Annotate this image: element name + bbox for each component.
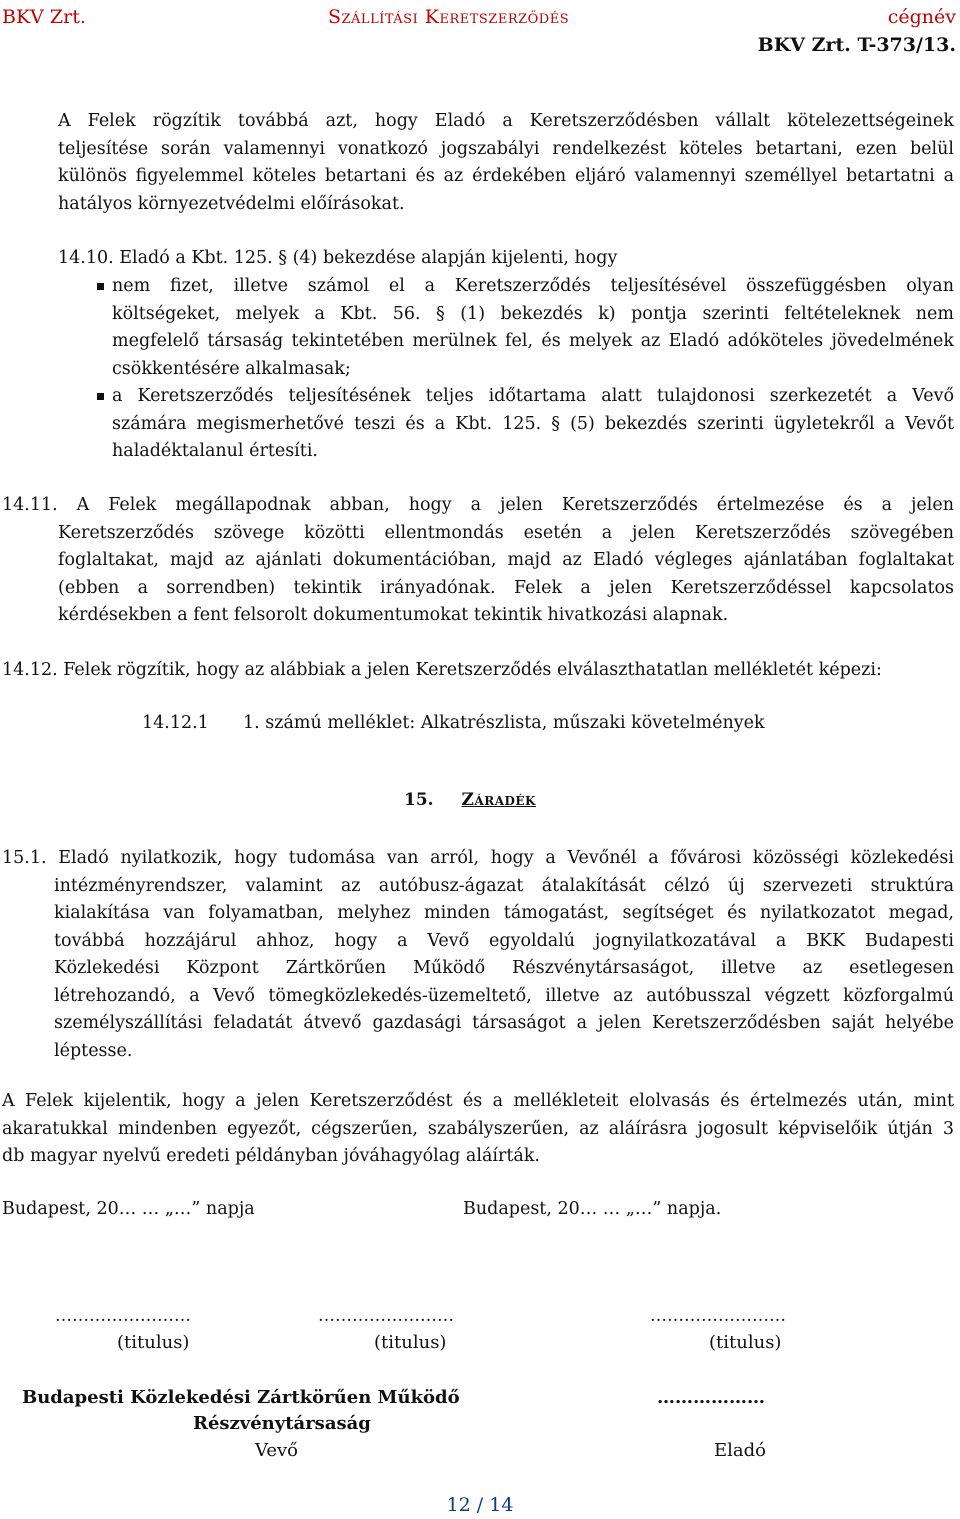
text-line: A Felek kijelentik, hogy a jelen Keretszerződést és a mellékleteit elolvasás és értelmezés után, mint	[2, 1091, 954, 1111]
text-line: (ebben a sorrendben) tekintik irányadónak. Felek a jelen Keretszerződéssel kapcsolatos	[58, 577, 954, 598]
header-document-title: Szállítási Keretszerződés	[328, 6, 570, 28]
text-line: 1. számú melléklet: Alkatrészlista, műszaki követelmények	[243, 713, 765, 733]
buyer-role: Vevő	[255, 1440, 299, 1461]
section-number: 15.	[404, 790, 434, 810]
bullet-icon	[97, 283, 104, 290]
seller-role: Eladó	[714, 1440, 766, 1461]
place-date-right	[463, 1196, 721, 1224]
signatory-title: (titulus)	[709, 1332, 782, 1353]
text-line: teljesítése során valamennyi vonatkozó jogszabályi rendelkezést köteles betartani, ezen belül	[58, 138, 954, 159]
text-line: foglaltakat, majd az ajánlati dokumentációban, majd az Eladó végleges ajánlatában foglaltakat	[58, 550, 954, 570]
text-line: kialakítása van folyamatban, melyhez minden támogatást, segítséget és nyilatkozatot megad,	[54, 903, 954, 923]
page-number: 12 / 14	[446, 1494, 514, 1516]
text-line: Közlekedési Központ Zártkörűen Működő Részvénytársaságot, illetve az esetlegesen	[54, 958, 954, 978]
signature-line: ……………………	[650, 1306, 786, 1326]
text-line: megfelelő társaság tekintetében merülnek fel, és melyek az Eladó adóköteles jövedelmének	[112, 331, 954, 351]
header-company-left: BKV Zrt.	[2, 6, 86, 28]
text-line: különös figyelemmel köteles betartani és az érdekében eljáró valamennyi személlyel betartatni a	[58, 166, 954, 186]
section-14-12	[2, 657, 954, 685]
header-reference: BKV Zrt. T-373/13.	[757, 34, 956, 56]
section-14-12-1-text	[243, 710, 765, 738]
text-line: intézményrendszer, valamint az autóbusz-ágazat átalakítását célzó új szervezeti struktúra	[54, 875, 954, 896]
paragraph-environment	[58, 108, 954, 218]
section-14-12-1-number	[142, 710, 209, 738]
seller-company-name: ………………	[657, 1387, 765, 1408]
text-line: nem fizet, illetve számol el a Keretszerződés teljesítésével összefüggésben olyan	[112, 276, 954, 296]
section-14-10-bullet-2	[112, 383, 954, 466]
signatory-title: (titulus)	[117, 1332, 190, 1353]
text-line: 14.12. Felek rögzítik, hogy az alábbiak a jelen Keretszerződés elválaszthatatlan mellékletét képezi:	[2, 660, 882, 680]
closing-paragraph	[2, 1088, 954, 1171]
place-date-left	[2, 1196, 255, 1224]
section-14-11	[2, 492, 954, 630]
buyer-company-name: Budapesti Közlekedési Zártkörűen Működő	[22, 1387, 460, 1408]
section-15-1	[2, 845, 954, 1065]
signatory-title: (titulus)	[374, 1332, 447, 1353]
text-line: 14.10. Eladó a Kbt. 125. § (4) bekezdése alapján kijelenti, hogy	[58, 248, 618, 268]
buyer-company-name-cont: Részvénytársaság	[193, 1413, 371, 1434]
text-line: akaratukkal mindenben egyezőt, cégszerűen, szabályszerűen, az aláírásra jogosult képviselőik útján 3	[2, 1118, 954, 1139]
bullet-icon	[97, 393, 104, 400]
page-header	[0, 4, 960, 60]
text-line: 15.1. Eladó nyilatkozik, hogy tudomása van arról, hogy a Vevőnél a fővárosi közösségi közlekedési	[2, 848, 954, 868]
text-line: Budapest, 20… … „…” napja.	[463, 1199, 722, 1219]
section-15-heading	[404, 790, 536, 810]
text-line: Budapest, 20… … „…” napja	[2, 1199, 255, 1219]
text-line: a Keretszerződés teljesítésének teljes időtartama alatt tulajdonosi szerkezetét a Vevő	[112, 386, 954, 406]
section-14-10-intro	[58, 245, 954, 273]
text-line: létrehozandó, a Vevő tömegközlekedés-üzemeltető, illetve az autóbusszal végzett közforgalmú	[54, 985, 954, 1006]
signature-line: ……………………	[55, 1306, 191, 1326]
section-14-10-bullet-1	[112, 273, 954, 383]
text-line: számára megismerhetővé teszi és a Kbt. 125. § (5) bekezdés szerinti ügyletekről a Vevőt	[112, 413, 954, 434]
header-company-right: cégnév	[887, 6, 956, 28]
text-line: haladéktalanul értesíti.	[112, 441, 318, 461]
section-title: Záradék	[461, 790, 536, 810]
text-line: A Felek rögzítik továbbá azt, hogy Eladó a Keretszerződésben vállalt kötelezettségeinek	[58, 111, 954, 131]
text-line: 14.12.1	[142, 713, 209, 733]
text-line: léptesse.	[54, 1040, 133, 1061]
text-line: hatályos környezetvédelmi előírásokat.	[58, 193, 405, 214]
text-line: költségeket, melyek a Kbt. 56. § (1) bekezdés k) pontja szerinti feltételeknek nem	[112, 303, 954, 324]
text-line: csökkentésére alkalmasak;	[112, 358, 351, 379]
text-line: továbbá hozzájárul ahhoz, hogy a Vevő egyoldalú jognyilatkozatával a BKK Budapesti	[54, 930, 954, 951]
text-line: személyszállítási feladatát átvevő gazdasági társaságot a jelen Keretszerződésben saját helyébe	[54, 1013, 954, 1033]
text-line: Keretszerződés szövege közötti ellentmondás esetén a jelen Keretszerződés szövegében	[58, 522, 954, 543]
text-line: kérdésekben a fent felsorolt dokumentumokat tekintik hivatkozási alapnak.	[58, 605, 729, 625]
text-line: db magyar nyelvű eredeti példányban jóváhagyólag aláírták.	[2, 1146, 540, 1166]
signature-line: ……………………	[318, 1306, 454, 1326]
text-line: 14.11. A Felek megállapodnak abban, hogy a jelen Keretszerződés értelmezése és a jelen	[2, 495, 954, 515]
